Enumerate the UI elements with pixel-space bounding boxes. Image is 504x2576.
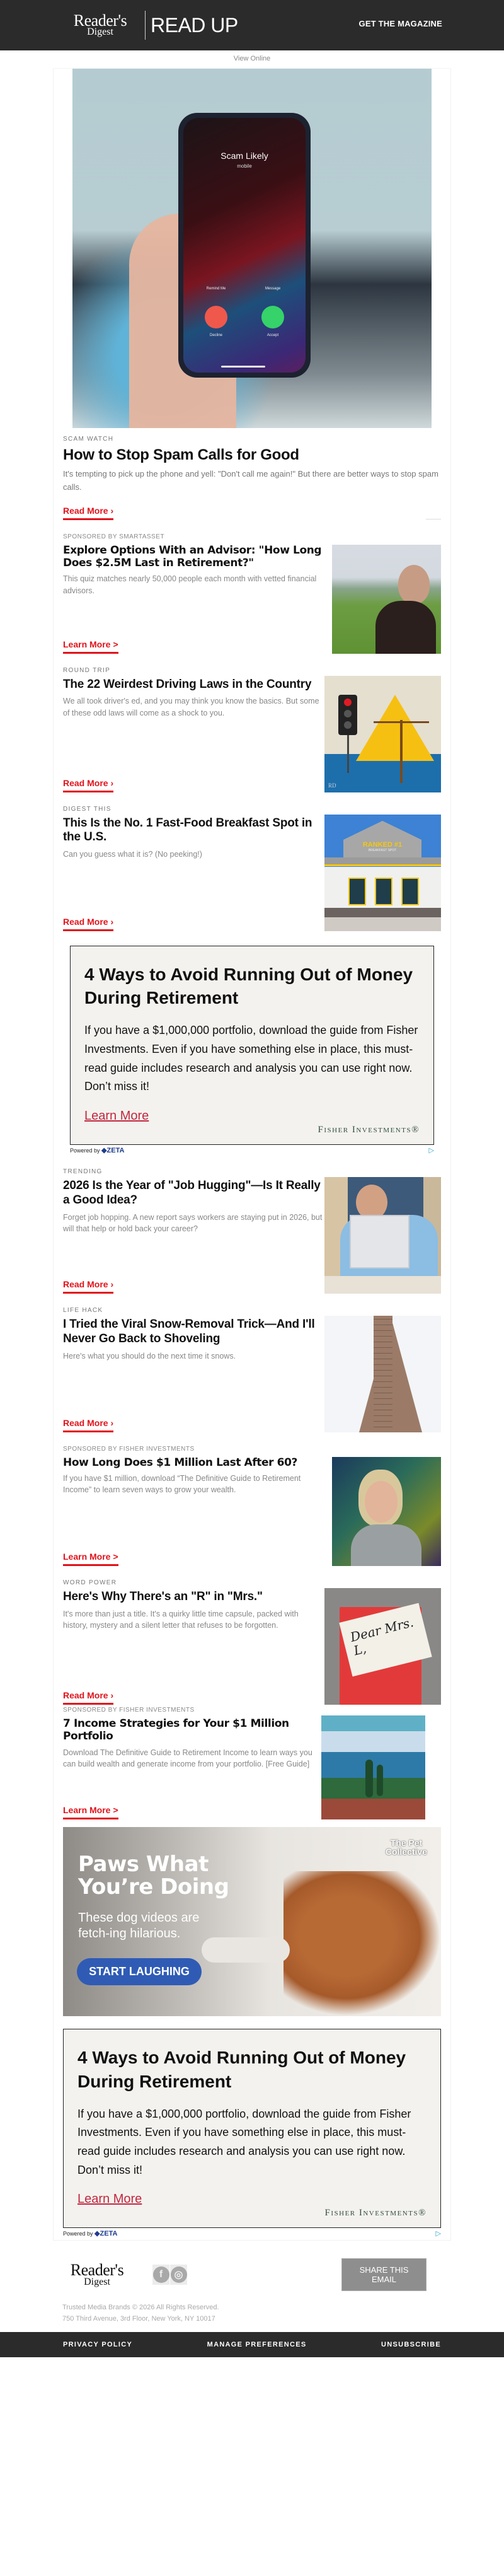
article-description: Here's what you should do the next time it snows. — [63, 1351, 236, 1361]
adchoices-icon[interactable]: ▷ — [435, 2230, 441, 2238]
article-title[interactable]: How Long Does $1 Million Last After 60? — [63, 1456, 297, 1469]
ad-attribution: Powered by ◆ZETA ▷ — [70, 1146, 434, 1154]
privacy-policy-link[interactable]: PRIVACY POLICY — [63, 2341, 133, 2349]
social-links — [152, 2265, 187, 2285]
unsubscribe-link[interactable]: UNSUBSCRIBE — [381, 2341, 441, 2349]
read-more-link[interactable]: Read More › — [63, 1418, 113, 1432]
read-more-link[interactable]: Read More › — [63, 917, 113, 931]
zeta-logo[interactable]: ◆ZETA — [94, 2230, 118, 2238]
ad-attribution: Powered by ◆ZETA ▷ — [63, 2230, 441, 2238]
get-magazine-link[interactable]: GET THE MAGAZINE — [358, 19, 442, 28]
pet-collective-logo: The Pet Collective — [385, 1837, 427, 1857]
instagram-icon[interactable]: ◎ — [170, 2265, 187, 2285]
article-driving-laws — [63, 653, 441, 792]
ad-body: If you have a $1,000,000 portfolio, download the guide from Fisher Investments. Even if you have something else in place, this must-read guide includes research and analysis you can use right now. Don’t miss it! — [77, 2107, 411, 2176]
article-title[interactable]: Here's Why There's an "R" in "Mrs." — [63, 1589, 263, 1603]
hero-title[interactable]: How to Stop Spam Calls for Good — [63, 446, 299, 463]
readers-digest-logo[interactable]: Reader's Digest — [73, 11, 127, 38]
article-title[interactable]: This Is the No. 1 Fast-Food Breakfast Spot in the U.S. — [63, 816, 312, 844]
decline-call-icon — [205, 306, 227, 328]
article-image-smiling-older-woman[interactable] — [332, 1457, 441, 1566]
article-eyebrow: SPONSORED BY SMARTASSET — [63, 533, 164, 540]
dog-image-shape — [284, 1871, 441, 2016]
fisher-investments-logo: Fisher Investments® — [324, 2208, 427, 2219]
article-title[interactable]: I Tried the Viral Snow-Removal Trick—And I'll Never Go Back to Shoveling — [63, 1317, 315, 1345]
ad-body: If you have a $1,000,000 portfolio, download the guide from Fisher Investments. Even if you have something else in place, this must-read guide includes research and analysis you can use right now. Don’t miss it! — [84, 1024, 418, 1093]
article-snow-removal — [63, 1293, 441, 1432]
pet-ad-headline: Paws What You’re Doing — [78, 1851, 229, 1900]
article-eyebrow: ROUND TRIP — [63, 666, 111, 674]
article-eyebrow: SPONSORED BY FISHER INVESTMENTS — [63, 1706, 195, 1714]
accept-call-icon — [261, 306, 284, 328]
article-description: Forget job hopping. A new report says workers are staying put in 2026, but will that help or hold back your career? — [63, 1212, 323, 1233]
header-divider — [145, 11, 146, 40]
article-eyebrow: DIGEST THIS — [63, 805, 112, 813]
article-description: This quiz matches nearly 50,000 people each month with vetted financial advisors. — [63, 574, 317, 595]
article-eyebrow: TRENDING — [63, 1168, 103, 1175]
ad-learn-more-link[interactable]: Learn More — [84, 1108, 149, 1123]
article-eyebrow: LIFE HACK — [63, 1306, 103, 1314]
hero-eyebrow: SCAM WATCH — [63, 436, 114, 443]
footer-links-bar — [0, 2332, 504, 2357]
article-sponsored-fisher-income — [63, 1704, 441, 1819]
phone-shape: Scam Likely mobile Remind Me Message Decline Accept — [178, 113, 311, 378]
read-more-link[interactable]: Read More › — [63, 778, 113, 792]
article-image-alpine-village[interactable] — [321, 1715, 425, 1819]
article-description: We all took driver's ed, and you may think you know the basics. But some of these odd laws will come as a shock to you. — [63, 697, 319, 717]
manage-preferences-link[interactable]: MANAGE PREFERENCES — [207, 2341, 307, 2349]
article-image-man-hugging-computer[interactable] — [324, 1177, 441, 1294]
content-card — [53, 68, 451, 2241]
article-sponsored-fisher-1m — [63, 1432, 441, 1566]
article-image-letter-dear-mrs[interactable]: Dear Mrs. L, — [324, 1588, 441, 1705]
article-description: Download The Definitive Guide to Retirement Income to learn ways you can build wealth and generate income from your portfolio. [Free Guide] — [63, 1748, 312, 1768]
start-laughing-button[interactable]: START LAUGHING — [77, 1958, 202, 1985]
hero-read-more-link[interactable]: Read More › — [63, 506, 113, 520]
learn-more-link[interactable]: Learn More > — [63, 1805, 118, 1819]
article-image-traffic-light-scales[interactable]: RD — [324, 676, 441, 792]
fisher-investments-ad-2[interactable] — [63, 2029, 441, 2228]
fisher-investments-logo: Fisher Investments® — [318, 1124, 420, 1135]
hero-description: It's tempting to pick up the phone and yell: "Don't call me again!" But there are better ways to stop spam calls. — [63, 469, 438, 492]
newsletter-title: READ UP — [151, 13, 238, 37]
article-description: If you have $1 million, download “The Definitive Guide to Retirement Income” to learn seven ways to grow your wealth. — [63, 1474, 301, 1495]
read-more-link[interactable]: Read More › — [63, 1279, 113, 1294]
zeta-logo[interactable]: ◆ZETA — [101, 1146, 125, 1154]
fisher-investments-ad[interactable] — [70, 946, 434, 1145]
article-description: It's more than just a title. It's a quirky little time capsule, packed with history, mystery and a silent letter that refuses to be forgotten. — [63, 1609, 299, 1630]
article-title[interactable]: The 22 Weirdest Driving Laws in the Country — [63, 677, 312, 691]
article-image-snowy-walkway[interactable] — [324, 1316, 441, 1432]
article-eyebrow: WORD POWER — [63, 1579, 117, 1586]
article-job-hugging — [63, 1154, 441, 1294]
share-email-button[interactable]: SHARE THIS EMAIL — [341, 2258, 427, 2291]
article-sponsored-smartasset — [63, 519, 441, 654]
article-image-man-golf-course[interactable] — [332, 545, 441, 654]
footer-readers-digest-logo[interactable]: Reader's Digest — [70, 2261, 124, 2287]
article-description: Can you guess what it is? (No peeking!) — [63, 850, 202, 859]
article-eyebrow: SPONSORED BY FISHER INVESTMENTS — [63, 1445, 195, 1453]
footer — [53, 2241, 451, 2332]
pet-collective-ad[interactable] — [63, 1827, 441, 2016]
hero-article — [63, 69, 441, 519]
adchoices-icon[interactable]: ▷ — [428, 1146, 434, 1154]
ad-learn-more-link[interactable]: Learn More — [77, 2192, 142, 2207]
pet-ad-subtext: These dog videos are fetch-ing hilarious. — [78, 1910, 200, 1941]
article-breakfast-spot — [63, 792, 441, 931]
hero-image-phone-scam-call[interactable] — [72, 69, 432, 428]
article-image-restaurant-storefront[interactable]: RANKED #1 BREAKFAST SPOT — [324, 815, 441, 931]
facebook-icon[interactable]: f — [152, 2265, 169, 2285]
learn-more-link[interactable]: Learn More > — [63, 1552, 118, 1566]
read-more-link[interactable]: Read More › — [63, 1690, 113, 1705]
article-title[interactable]: Explore Options With an Advisor: "How Long Does $2.5M Last in Retirement?" — [63, 543, 322, 569]
article-mrs-r — [63, 1565, 441, 1705]
ad-title: 4 Ways to Avoid Running Out of Money During Retirement — [84, 964, 413, 1008]
article-title[interactable]: 2026 Is the Year of "Job Hugging"—Is It Really a Good Idea? — [63, 1178, 321, 1207]
email-header — [0, 0, 504, 50]
article-title[interactable]: 7 Income Strategies for Your $1 Million Portfolio — [63, 1717, 289, 1743]
view-online-link[interactable]: View Online — [233, 55, 271, 62]
learn-more-link[interactable]: Learn More > — [63, 639, 118, 654]
ad-title: 4 Ways to Avoid Running Out of Money During Retirement — [77, 2047, 406, 2091]
legal-text: Trusted Media Brands © 2026 All Rights Reserved. 750 Third Avenue, 3rd Floor, New York, NY 10017 — [62, 2304, 219, 2323]
